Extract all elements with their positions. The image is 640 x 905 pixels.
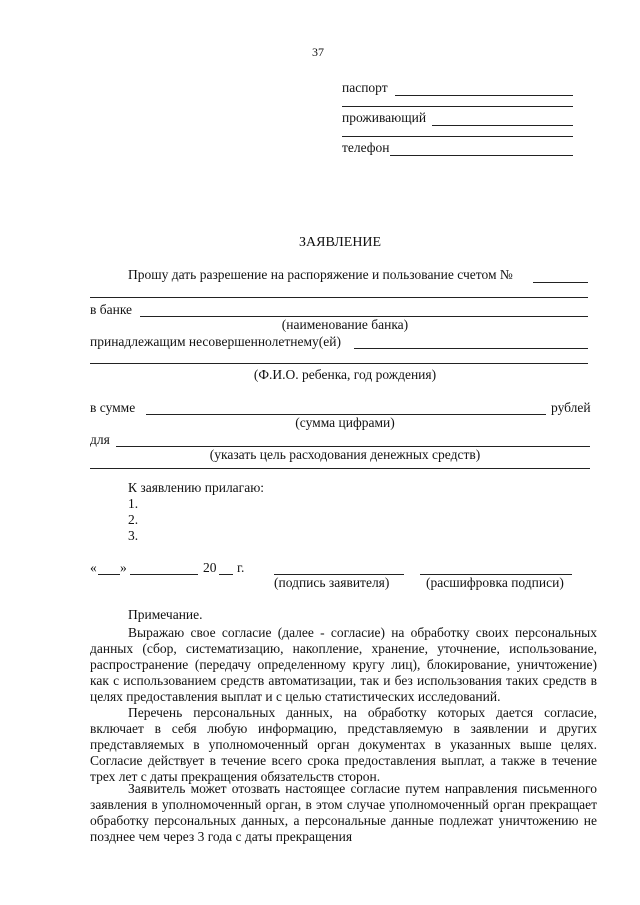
page-number: 37 <box>312 45 324 59</box>
date-day-line[interactable] <box>98 574 120 575</box>
request-text: Прошу дать разрешение на распоряжение и пользование счетом № <box>128 267 513 282</box>
note-paragraph <box>90 781 597 845</box>
residing-label: проживающий <box>342 110 427 125</box>
note-paragraph-text: Выражаю свое согласие (далее - согласие) на обработку своих персональных данных (сбор, систематизацию, накопление, хранение, уточнение, использование, распространение (передачу определенному кругу лиц), блокирование, уничтожение) как с использованием средств автоматизации, так и без использования таких средств в целях предоставления выплат и с целью статистических исследований. <box>90 625 597 704</box>
sum-caption: (сумма цифрами) <box>295 415 395 430</box>
residing-line[interactable] <box>432 125 573 126</box>
bank-caption: (наименование банка) <box>281 317 409 332</box>
phone-line[interactable] <box>390 155 573 156</box>
page-title: ЗАЯВЛЕНИЕ <box>299 235 382 250</box>
date-year-line[interactable] <box>219 574 233 575</box>
passport-line-2[interactable] <box>342 106 573 107</box>
date-close-quote: » <box>120 560 127 575</box>
bank-label: в банке <box>90 302 133 317</box>
year-suffix: г. <box>237 560 245 575</box>
note-title: Примечание. <box>128 607 203 622</box>
purpose-line-2[interactable] <box>90 468 590 469</box>
year-prefix: 20 <box>203 560 217 575</box>
residing-line-2[interactable] <box>342 136 573 137</box>
note-paragraph <box>90 705 597 785</box>
child-line[interactable] <box>90 363 588 364</box>
minor-label: принадлежащим несовершеннолетнему(ей) <box>90 334 341 349</box>
phone-label: телефон <box>342 140 390 155</box>
request-continuation-line[interactable] <box>90 297 588 298</box>
purpose-caption: (указать цель расходования денежных средств) <box>209 447 481 462</box>
signature-caption: (подпись заявителя) <box>274 575 390 590</box>
date-open-quote: « <box>90 560 97 575</box>
passport-label: паспорт <box>342 80 388 95</box>
note-paragraph-text: Перечень персональных данных, на обработку которых дается согласие, включает в себя любую информацию, представляемую в заявлении и других представляемых в уполномоченный орган документах в указанных выше целях. Согласие действует в течение всего срока предоставления выплат, а также в течение трех лет с даты прекращения обязательств сторон. <box>90 705 597 784</box>
passport-line[interactable] <box>395 95 573 96</box>
for-label: для <box>90 432 110 447</box>
attachment-item: 1. <box>128 496 139 511</box>
rubles-label: рублей <box>551 400 591 415</box>
minor-line[interactable] <box>354 348 588 349</box>
sum-label: в сумме <box>90 400 136 415</box>
attachment-item: 2. <box>128 512 139 527</box>
account-number-line[interactable] <box>533 282 588 283</box>
attachments-title: К заявлению прилагаю: <box>128 480 265 495</box>
child-caption: (Ф.И.О. ребенка, год рождения) <box>253 367 437 382</box>
note-paragraph-text: Заявитель может отозвать настоящее согласие путем направления письменного заявления в уполномоченный орган, в этом случае уполномоченный орган прекращает обработку персональных данных, а персональные данные подлежат уничтожению не позднее чем через 3 года с даты прекращения <box>90 781 597 844</box>
note-paragraph <box>90 625 597 705</box>
decoding-caption: (расшифровка подписи) <box>426 575 564 590</box>
date-month-line[interactable] <box>130 574 198 575</box>
attachment-item: 3. <box>128 528 139 543</box>
